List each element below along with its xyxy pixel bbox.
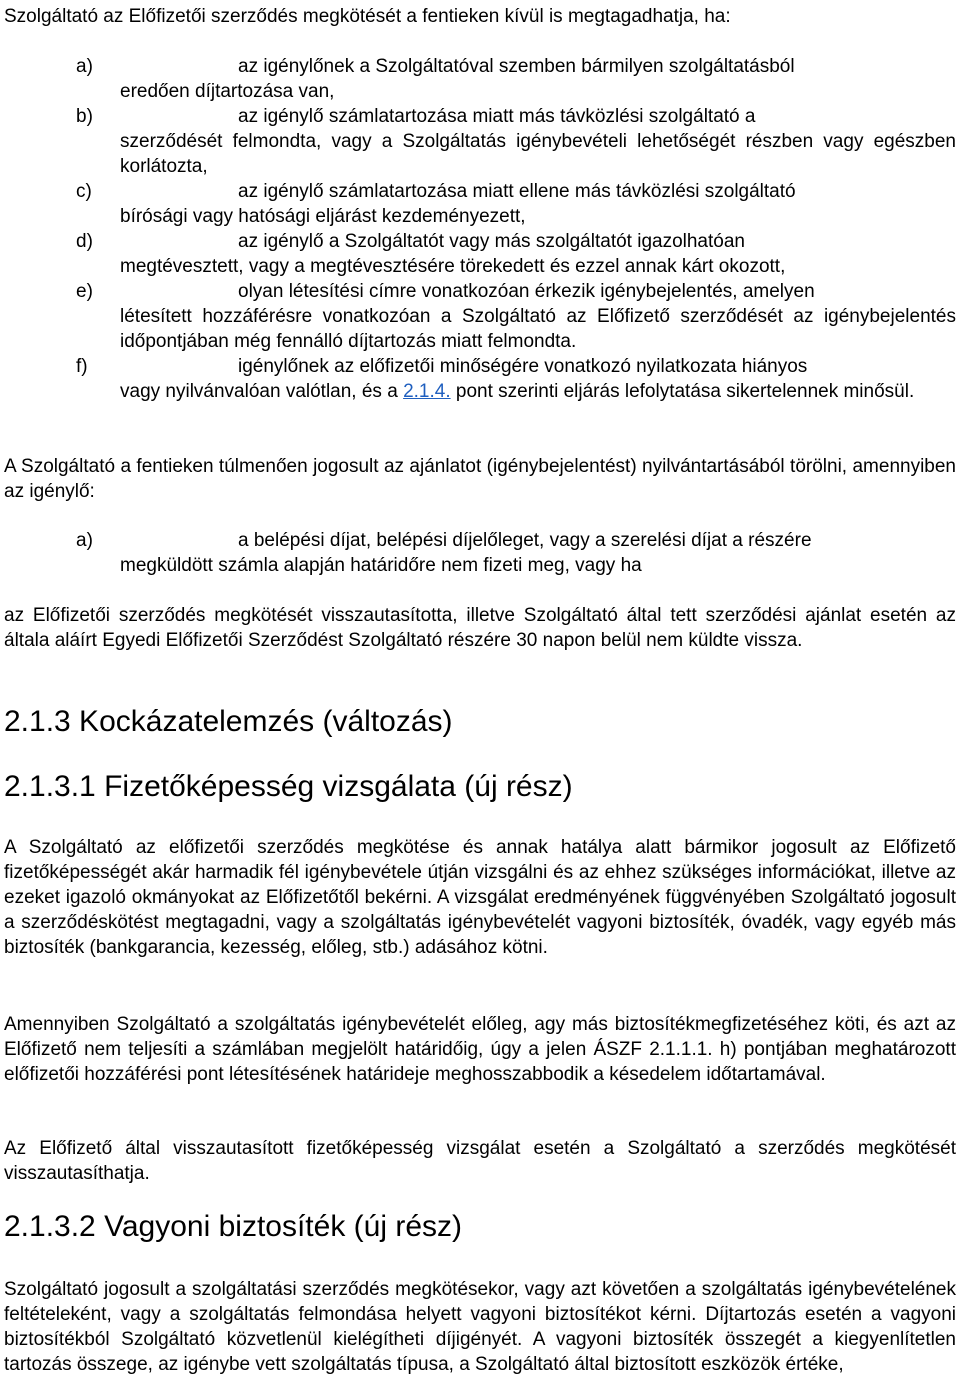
list-item-text: pont szerinti eljárás lefolytatása sikertelennek minősül. (450, 381, 915, 402)
paragraph-solvency-check: A Szolgáltató az előfizetői szerződés megkötése és annak hatálya alatt bármikor jogosult az Előfizető fizetőképességét akár harmadik fél igénybevétele útján vizsgálni és az ehhez szükséges információkat, illetve az ezeket igazoló okmányokat az Előfizetőtől bekérni. A vizsgálat eredményének függvényében Szolgáltató jogosult a szerződéskötést megtagadni, vagy a szolgáltatás igénybevételét vagyoni biztosíték, óvadék, vagy egyéb más biztosíték (bankgarancia, kezesség, előleg, stb.) adásához kötni. (4, 837, 956, 958)
list-item-text: szerződését felmondta, vagy a Szolgáltatás igénybevételi lehetőségét részben vagy egészben korlátozta, (120, 131, 956, 177)
list-item-label: d) (76, 231, 93, 252)
list-item (4, 528, 956, 578)
list-item-text: létesített hozzáférésre vonatkozóan a Szolgáltató az Előfizető szerződését az igénybejelentés időpontjában még fennálló díjtartozás miatt felmondta. (120, 306, 956, 352)
list-item-first-line: a belépési díjat, belépési díjelőleget, vagy a szerelési díjat a részére (238, 530, 812, 551)
list-item (4, 54, 956, 104)
list-item-label: c) (76, 181, 92, 202)
list-item-first-line: az igénylő számlatartozása miatt ellene más távközlési szolgáltató (238, 181, 796, 202)
list-item-text: megküldött számla alapján határidőre nem fizeti meg, vagy ha (120, 555, 642, 576)
list-item-text: bírósági vagy hatósági eljárást kezdeményezett, (120, 206, 526, 227)
list-item (4, 279, 956, 354)
refusal-conditions-list (4, 54, 956, 429)
section-2-1-4-link[interactable]: 2.1.4. (403, 381, 451, 402)
list-item (4, 354, 956, 429)
list-item (4, 229, 956, 279)
section-heading-2-1-3: 2.1.3 Kockázatelemzés (változás) (4, 705, 453, 738)
list-item-label: a) (76, 530, 93, 551)
list-item-label: a) (76, 56, 93, 77)
list-item-first-line: az igénylőnek a Szolgáltatóval szemben bármilyen szolgáltatásból (238, 56, 795, 77)
list-item-label: e) (76, 281, 93, 302)
paragraph-refused-check: Az Előfizető által visszautasított fizetőképesség vizsgálat esetén a Szolgáltató a szerződés megkötését visszautasíthatja. (4, 1138, 956, 1184)
list-item-first-line: az igénylő számlatartozása miatt más távközlési szolgáltató a (238, 106, 756, 127)
deletion-conditions-list (4, 528, 956, 578)
paragraph-advance-payment: Amennyiben Szolgáltató a szolgáltatás igénybevételét előleg, agy más biztosítékmegfizetéséhez köti, és azt az Előfizető nem teljesíti a számlában megjelölt határidőig, úgy a jelen ÁSZF 2.1.1.1. h) pontjában meghatározott előfizetői hozzáférési pont létesítésének határideje meghosszabbodik a késedelem időtartamával. (4, 1014, 956, 1085)
list-item (4, 104, 956, 179)
list-item-text: vagy nyilvánvalóan valótlan, és a (120, 381, 404, 402)
list-item-first-line: olyan létesítési címre vonatkozóan érkezik igénybejelentés, amelyen (238, 281, 815, 302)
paragraph-contract-refusal: az Előfizetői szerződés megkötését visszautasította, illetve Szolgáltató által tett szerződési ajánlat esetén az általa aláírt Egyedi Előfizetői Szerződést Szolgáltató részére 30 napon belül nem küldte vissza. (4, 605, 956, 651)
section-heading-2-1-3-2: 2.1.3.2 Vagyoni biztosíték (új rész) (4, 1210, 462, 1243)
paragraph-security-deposit: Szolgáltató jogosult a szolgáltatási szerződés megkötésekor, vagy azt követően a szolgáltatás igénybevételének feltételeként, vagy a szolgáltatás felmondása helyett vagyoni biztosítékot kérni. Díjtartozás esetén a vagyoni biztosítékból Szolgáltató közvetlenül kielégítheti díjigényét. A vagyoni biztosíték összegét a kiegyenlítetlen tartozás összege, az igénybe vett szolgáltatás típusa, a Szolgáltató által biztosított eszközök értéke, (4, 1279, 956, 1375)
list-item (4, 179, 956, 229)
list-item-label: b) (76, 106, 93, 127)
list-item-text: megtévesztett, vagy a megtévesztésére törekedett és ezzel annak kárt okozott, (120, 256, 786, 277)
list-item-first-line: igénylőnek az előfizetői minőségére vonatkozó nyilatkozata hiányos (238, 356, 808, 377)
list-item-label: f) (76, 356, 88, 377)
list-item-first-line: az igénylő a Szolgáltatót vagy más szolgáltatót igazolhatóan (238, 231, 745, 252)
list-item-text: eredően díjtartozása van, (120, 81, 335, 102)
intro-paragraph: Szolgáltató az Előfizetői szerződés megkötését a fentieken kívül is megtagadhatja, ha: (4, 6, 731, 27)
section-heading-2-1-3-1: 2.1.3.1 Fizetőképesség vizsgálata (új rész) (4, 770, 573, 803)
paragraph-deletion-intro: A Szolgáltató a fentieken túlmenően jogosult az ajánlatot (igénybejelentést) nyilvántartásából törölni, amennyiben az igénylő: (4, 456, 956, 502)
